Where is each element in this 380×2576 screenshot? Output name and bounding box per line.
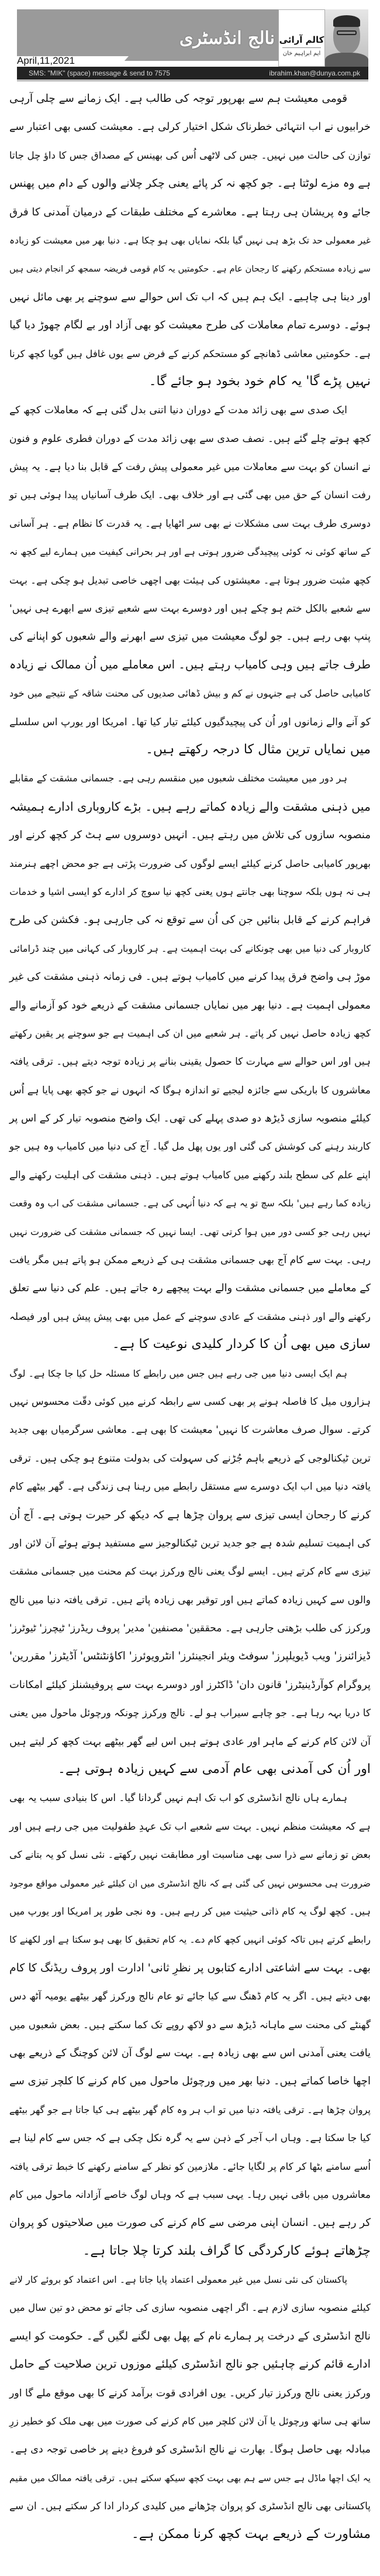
line-text: ضرورت ہی محسوس نہیں کی گئی ہے کہ نالج انڈسٹری میں ان کیلئے غیر معمولی مواقع موجود [9, 1878, 371, 1889]
line-text: بھی۔ بہت سے اشاعتی ادارے کتابوں پر نظرِ ثانی' ادارت اور پروف ریڈنگ کا کام [9, 1961, 371, 1974]
paragraph-line [9, 1189, 371, 1217]
paragraph-line [9, 736, 371, 764]
paragraph-line [9, 651, 371, 679]
line-text: جائے وہ پریشان ہی رہتا ہے۔ معاشرے کے مختلف طبقات کے درمیان آمدنی کا فرق [9, 205, 371, 218]
paragraph-line [9, 509, 371, 537]
line-text: ورکرز یعنی نالج ورکرز تیار کریں۔ یوں افرادی قوت برآمد کرنے کا بھی موقع ملے گا اور [9, 2387, 371, 2399]
paragraph-line [9, 2379, 371, 2407]
line-text: کامیابی حاصل کی ہے جنہوں نے کم و بیش ڈھائی صدیوں کی محنت شاقہ کے نتیجے میں خود [9, 688, 371, 699]
line-text: موڑ ہی واضح فرق پیدا کرنے میں کامیاب ہوتے ہیں۔ فی زمانہ ذہنی مشقت کی غیر [9, 971, 371, 983]
paragraph-line [9, 452, 371, 481]
line-text: نالج انڈسٹری کے درخت پر ہمارے نام کے پھل بھی لگنے لگیں گے۔ حکومت کو ایسے [9, 2330, 371, 2342]
line-text: کرنے کا رجحان ایسی تیزی سے پروان چڑھا ہے کہ دیکھ کر حیرت ہوتی ہے۔ آج اُن [9, 1508, 371, 1521]
line-text: ہم ایک ایسی دنیا میں جی رہے ہیں جس میں رابطے کا مسئلہ حل کیا جا چکا ہے۔ لوگ [9, 1367, 347, 1379]
paragraph-line [9, 2520, 371, 2548]
line-text: ساتھ ہی ساتھ ورچوئل یا آن لائن کلچر میں کام کرنے کی صورت میں بھی ملک کو خطیر زرِ [9, 2416, 371, 2427]
line-text: غیر معمولی حد تک بڑھ ہی نہیں گیا بلکہ نمایاں بھی ہو چکا ہے۔ دنیا بھر میں معیشت کو زیادہ [9, 235, 371, 246]
line-text: کیلئے منصوبہ سازی ڈیڑھ دو صدی پہلے کی تھی۔ ایک واضح منصوبہ تیار کر کے اس پر [9, 1113, 371, 1125]
line-text: زیادہ کما رہے ہیں' بلکہ سچ تو یہ ہے کہ دنیا اُنہی کی ہے۔ جسمانی مشقت کی اب وہ وقعت [9, 1198, 371, 1209]
paragraph-line [9, 311, 371, 339]
paragraph-line [9, 481, 371, 509]
divider [282, 47, 321, 48]
paragraph-line [9, 2464, 371, 2492]
paragraph-line [9, 1415, 371, 1443]
line-text: کے ساتھ کوئی نہ کوئی پیچیدگی ضرور ہوتی ہے اور ہر بحرانی کیفیت میں ہمارے لیے کچھ نہ [9, 546, 371, 558]
line-text: مبادلہ بھی حاصل ہوگا۔ بھارت نے نالج انڈسٹری کو فروغ دینے پر خاصی توجہ دی ہے۔ [9, 2444, 371, 2456]
paragraph-line [9, 1586, 371, 1614]
paragraph-line [9, 1217, 371, 1246]
line-text: پروگرام کوآرڈینیٹرز' قانون دان' ڈاکٹرز اور دوسرے بہت سے پروفیشنلز کیلئے امکانات [9, 1679, 371, 1691]
line-text: ہے وہ مزے لوٹتا ہے۔ جو کچھ نہ کر پائے یعنی چکر چلانے والوں کے دام میں پھنس [9, 177, 371, 190]
line-text: گھنٹے کی محنت سے ماہانہ ڈیڑھ سے دو لاکھ روپے تک کما سکتے ہیں۔ بعض شعبوں میں [9, 2019, 371, 2031]
paragraph-first-line [9, 764, 371, 792]
paragraph-line [9, 2067, 371, 2095]
line-text: پاکستانی بھی نالج انڈسٹری کو پروان چڑھانے میں کلیدی کردار ادا کر سکتے ہیں۔ ان سے [9, 2500, 371, 2512]
paragraph-line [9, 2293, 371, 2321]
line-text: ورکرز کی طلب بڑھتی جارہی ہے۔ محققین' مصنفین' مدیر' پروف ریڈرز' ٹیچرز' ٹیوٹرز' [9, 1623, 371, 1635]
line-text: قومی معیشت ہم سے بھرپور توجہ کی طالب ہے۔ ایک زمانے سے چلی آرہی [9, 92, 347, 105]
line-text: سازی میں بھی اُن کا کردار کلیدی نوعیت کا ہے۔ [112, 1337, 371, 1352]
paragraph-line [9, 424, 371, 452]
paragraph-line [9, 793, 371, 821]
paragraph-line [9, 1529, 371, 1557]
paragraph-line [9, 1161, 371, 1189]
paragraph-line [9, 226, 371, 254]
paragraph-line [9, 2322, 371, 2350]
paragraph-line [9, 1132, 371, 1160]
paragraph-line [9, 1897, 371, 1925]
line-text: ہے کہ معیشت منظم نہیں۔ بہت سے شعبے اب تک عہدِ طفولیت میں جی رہے ہیں اور [9, 1820, 371, 1833]
paragraph-line [9, 1642, 371, 1670]
paragraph-line [9, 1076, 371, 1104]
article-body [9, 84, 371, 2548]
line-text: نہیں رہی جو کسی دور میں ہوا کرتی تھی۔ ایسا نہیں کہ جسمانی مشقت کی ضرورت نہیں [9, 1226, 371, 1237]
line-text: طرف جاتے ہیں وہی کامیاب رہتے ہیں۔ اس معاملے میں اُن ممالک نے زیادہ [9, 657, 371, 671]
columnist-nameplate [278, 9, 325, 67]
line-text: میں ذہنی مشقت والے زیادہ کماتے رہے ہیں۔ بڑے کاروباری ادارے ہمیشہ [9, 799, 371, 814]
paragraph-line [9, 934, 371, 962]
line-text: اچھا خاصا کماتے ہیں۔ دنیا بھر میں ورچوئل ماحول میں کام کرنے کا کلچر تیزی سے [9, 2075, 371, 2088]
line-text: ایک صدی سے بھی زائد مدت کے دوران دنیا اتنی بدل گئی ہے کہ معاملات کچھ کے [9, 404, 347, 417]
line-text: کچھ زیادہ حاصل نہیں کر پاتے۔ ہر شعبے میں ان کی اہمیت ہے جو سوچنے پر یقین رکھتے [9, 1027, 371, 1039]
line-text: فراہم کرنے کے قابل بنائیں جن کی اُن سے توقع نہ کی جارہی ہو۔ فکشن کی طرح [9, 914, 371, 927]
shoulders-shape [325, 53, 368, 67]
line-text: مشاورت کے ذریعے بہت کچھ کرنا ممکن ہے۔ [131, 2526, 371, 2541]
paragraph-line [9, 849, 371, 877]
line-text: ہیں۔ کچھ لوگ یہ کام ذاتی حیثیت میں کر رہے ہیں۔ وہ نجی طور پر امریکا اور یورپ میں [9, 1906, 371, 1917]
author-email: ibrahim.khan@dunya.com.pk [269, 69, 360, 77]
paragraph-line [9, 1727, 371, 1755]
paragraph-line [9, 1246, 371, 1274]
line-text: پاکستان کی نئی نسل میں غیر معمولی اعتماد پایا جاتا ہے۔ اس اعتماد کو بروئے کار لانے [9, 2274, 347, 2286]
paragraph-line [9, 283, 371, 311]
line-text: ادارے قائم کرنے چاہئیں جو نالج انڈسٹری کیلئے موزوں ترین صلاحیت کے حامل [9, 2357, 371, 2371]
line-text: یافت یعنی آمدنی اس سے بھی زیادہ ہے۔ بہت سے لوگ آن لائن کوچنگ کے ذریعے بھی [9, 2047, 371, 2059]
paragraph-line [9, 198, 371, 226]
paragraph-first-line [9, 1783, 371, 1812]
paragraph-line [9, 2095, 371, 2124]
paragraph-line [9, 1047, 371, 1075]
line-text: بھی دیتے ہیں۔ اگر یہ کام ڈھنگ سے کیا جائے تو عام نالج ورکرز گھر بیٹھے یومیہ آٹھ دس [9, 1991, 371, 2003]
line-text: ہزاروں میل کا فاصلہ ہونے پر بھی کسی سے رابطہ کرنے میں کوئی دقّت محسوس نہیں [9, 1395, 371, 1407]
line-text: ہیں اور اس حوالے سے مہارت کا حصول یقینی بنانے پر زیادہ توجہ دیتے ہیں۔ ترقی یافتہ [9, 1056, 371, 1068]
line-text: معاشروں میں باقی نہیں رہا۔ یہی سبب ہے کہ وہاں لوگ خاصے آزادانہ ماحول میں کام [9, 2188, 371, 2200]
paragraph-line [9, 1812, 371, 1840]
paragraph-line [9, 2180, 371, 2208]
line-text: اپنے علم کی سطح بلند رکھنے میں کامیاب ہوتے ہیں۔ ذہنی مشقت کی اہلیت رکھنے والے [9, 1168, 371, 1181]
paragraph-line [9, 1444, 371, 1472]
paragraph-line [9, 2208, 371, 2237]
paragraph-line [9, 821, 371, 849]
paragraph-line [9, 1302, 371, 1330]
line-text: اور دینا ہی چاہیے۔ ایک ہم ہیں کہ اب تک اس حوالے سے سوچنے پر بھی مائل نہیں [9, 290, 371, 303]
line-text: پروان چڑھا ہے۔ ترقی یافتہ دنیا میں تو اب ہر وہ کام گھر بیٹھے ہی کیا جاتا ہے جو گھر بیٹھے [9, 2104, 371, 2115]
line-text: پنپ بھی رہے ہیں۔ جو لوگ معیشت میں تیزی سے ابھرنے والے شعبوں کو اپنانے کی [9, 630, 371, 643]
paragraph-line [9, 622, 371, 650]
paragraph-line [9, 1330, 371, 1359]
paragraph-line [9, 1104, 371, 1132]
paragraph-line [9, 2011, 371, 2039]
paragraph-line [9, 2492, 371, 2520]
paragraph-line [9, 1019, 371, 1047]
paragraph-line [9, 1755, 371, 1783]
line-text: یہ ایک اچھا ماڈل ہے جس سے ہم بھی بہت کچھ سیکھ سکتے ہیں۔ ترقی یافتہ ممالک میں مقیم [9, 2472, 371, 2484]
line-text: ترین ٹیکنالوجی کے ذریعے باہم جُڑنے کی سہولت کی بدولت متنوع ہو چکی ہیں۔ ترقی [9, 1452, 371, 1464]
author-name: ایم ابراہیم خان [282, 50, 321, 57]
paragraph-first-line [9, 396, 371, 424]
paragraph-line [9, 2039, 371, 2067]
paragraph-line [9, 112, 371, 140]
line-text: معمولی اہمیت ہے۔ دنیا بھر میں نمایاں جسمانی مشقت کے ذریعے خود کو آزمانے والے [9, 999, 371, 1011]
paragraph-first-line [9, 1359, 371, 1387]
paragraph-line [9, 537, 371, 565]
paragraph-first-line [9, 2265, 371, 2293]
line-text: کرتے۔ سوال صرف معاشرت کا نہیں' معیشت کا بھی ہے۔ معاشی سرگرمیاں بھی جدید [9, 1424, 371, 1436]
line-text: کا دریا بہہ رہا ہے۔ جو چاہے سیراب ہو لے۔ نالج ورکرز چونکہ ورچوئل ماحول میں یعنی [9, 1707, 371, 1719]
paragraph-line [9, 368, 371, 396]
line-text: تیزی سے کام کرتے ہیں۔ ایسے لوگ یعنی نالج ورکرز بہت کم محنت میں جسمانی مشقت [9, 1565, 371, 1577]
line-text: والوں سے کہیں زیادہ کماتے ہیں اور توقیر بھی زیادہ پاتے ہیں۔ ترقی یافتہ دنیا میں نالج [9, 1594, 371, 1606]
line-text: میں نمایاں ترین مثال کا درجہ رکھتے ہیں۔ [146, 742, 371, 757]
paragraph-line [9, 962, 371, 990]
paragraph-line [9, 254, 371, 282]
paragraph-line [9, 679, 371, 707]
glasses-shape [337, 30, 357, 35]
line-text: بھرپور کامیابی حاصل کرنے کیلئے ایسے لوگوں کی ضرورت پڑتی ہے جو محض اچھے ہنرمند [9, 857, 371, 869]
paragraph-line [9, 141, 371, 169]
paragraph-line [9, 2435, 371, 2463]
paragraph-line [9, 566, 371, 594]
line-text: کاربند رہنے کی کوشش کی گئی اور یوں پھل مل گیا۔ آج کی دنیا میں کامیاب وہ ہیں جو [9, 1140, 371, 1152]
line-text: کاروبار کی دنیا میں بھی چونکانے کی بہت اہمیت ہے۔ ہر کاروبار کی کہانی میں چند ڈرامائی [9, 942, 371, 954]
paragraph-line [9, 1614, 371, 1642]
paragraph-line [9, 2350, 371, 2378]
line-text: ہر دور میں معیشت مختلف شعبوں میں منقسم رہی ہے۔ جسمانی مشقت کے مقابلے [9, 773, 347, 784]
line-text: ہے۔ حکومتیں معاشی ڈھانچے کو مستحکم کرنے کے فرض سے یوں غافل ہیں گویا کچھ کرنا [9, 348, 371, 359]
column-title: نالج انڈسٹری [179, 28, 275, 49]
line-text: ڈیزائنرز' ویب ڈیویلپرز' سوفٹ ویئر انجینئرز' انٹرویوئرز' اکاؤنٹنٹس' آڈیٹرز' مقررین' [9, 1650, 371, 1663]
line-text: سے شعبے بالکل ختم ہو چکے ہیں اور دوسرے بہت سے شعبے تیزی سے ابھرے ہی نہیں' [9, 603, 371, 615]
line-text: منصوبہ سازوں کی تلاش میں رہتے ہیں۔ انہیں دوسروں سے ہٹ کر کچھ کرنے اور [9, 829, 371, 842]
paragraph-line [9, 991, 371, 1019]
paragraph-line [9, 905, 371, 934]
line-text: نے انسان کو بہت سے معاملات میں غیر معمولی پیش رفت کے قابل بنا دیا ہے۔ یہ پیش [9, 461, 371, 474]
paragraph-first-line [9, 84, 371, 112]
line-text: رابطے کرتے ہیں تاکہ کوئی انہیں کچھ کام دے۔ یہ کام تحقیق کا بھی ہو سکتا ہے اور لکھنے کا [9, 1934, 371, 1946]
paragraph-line [9, 1472, 371, 1500]
line-text: رکھنے والے اور ذہنی مشقت کے عادی سوچنے کے عمل میں بھی پیش پیش ہیں اور فیصلہ [9, 1310, 371, 1322]
line-text: سے زیادہ مستحکم رکھنے کا رجحان عام ہے۔ حکومتیں یہ کام قومی فریضہ سمجھ کر انجام دیتی ہیں [9, 264, 371, 275]
line-text: خرابیوں نے اب انتہائی خطرناک شکل اختیار کرلی ہے۔ معیشت کسی بھی اعتبار سے [9, 121, 371, 133]
paragraph-line [9, 877, 371, 905]
line-text: ہوئے۔ دوسرے تمام معاملات کی طرح معیشت کو بھی آزاد اور بے لگام چھوڑ دیا گیا [9, 319, 371, 332]
paragraph-line [9, 1869, 371, 1897]
paragraph-line [9, 2152, 371, 2180]
paragraph-line [9, 1840, 371, 1868]
line-text: کر رہے ہیں۔ انسان اپنی مرضی سے کام کرنے کی صورت میں صلاحیتوں کو پروان [9, 2217, 371, 2229]
line-text: کی اہمیت تسلیم شدہ ہے جو جدید ترین ٹیکنالوجیز سے مستفید ہوتے ہوئے آن لائن اور [9, 1537, 371, 1549]
line-text: کیا جا سکتا ہے۔ وہاں اب آجر کے ذہن سے یہ گرہ نکل چکی ہے کہ جس سے کام لینا ہے [9, 2132, 371, 2144]
paragraph-line [9, 2124, 371, 2152]
paragraph-line [9, 1274, 371, 1302]
paragraph-line [9, 2237, 371, 2265]
paragraph-line [9, 1671, 371, 1699]
paragraph-line [9, 1387, 371, 1415]
paragraph-line [9, 169, 371, 197]
contact-bar [17, 67, 368, 80]
line-text: کو آنے والے زمانوں اور اُن کی پیچیدگیوں کیلئے تیار کیا تھا۔ امریکا اور یورپ اس سلسلے [9, 716, 371, 728]
header-divider [17, 80, 368, 81]
paragraph-line [9, 594, 371, 622]
line-text: بعض تو زمانے سے ذرا سی بھی مناسبت اور مطابقت نہیں رکھتے۔ نئی نسل کو یہ بتانے کی [9, 1849, 371, 1861]
paragraph-line [9, 1925, 371, 1953]
line-text: توازن کی حالت میں نہیں۔ جس کی لاٹھی اُس کی بھینس کے مصداق جس کا داؤ چل جاتا [9, 149, 371, 161]
line-text: کے معاملے میں جسمانی مشقت والے بہت پیچھے رہ جاتے ہیں۔ علم کی دنیا سے تعلق [9, 1282, 371, 1295]
paragraph-line [9, 1982, 371, 2010]
paragraph-line [9, 2407, 371, 2435]
line-text: یافتہ دنیا میں اب ایک دوسرے سے مستقل رابطے میں رہنا ہی زندگی ہے۔ گھر بیٹھے کام [9, 1481, 371, 1493]
line-text: چڑھاتے ہوئے کارکردگی کا گراف بلند کرتا چلا جاتا ہے۔ [82, 2243, 371, 2258]
line-text: کچھ ہوتے چلے گئے ہیں۔ نصف صدی سے بھی زائد مدت کے دوران فطری علوم و فنون [9, 433, 371, 445]
line-text: اور اُن کی آمدنی بھی عام آدمی سے کہیں زیادہ ہوتی ہے۔ [58, 1762, 371, 1777]
line-text: دوسری طرف بہت سی مشکلات نے بھی سر اٹھایا ہے۔ یہ قدرت کا نظام ہے۔ ہر آسانی [9, 517, 371, 529]
paragraph-line [9, 1954, 371, 1982]
line-text: کچھ مثبت ضرور ہوتا ہے۔ معیشتوں کی ہیئت بھی اچھی خاصی تبدیل ہو چکی ہے۔ بہت [9, 574, 371, 586]
sms-instructions: SMS: "MIK" (space) message & send to 7575 [29, 69, 170, 77]
paragraph-line [9, 1501, 371, 1529]
paragraph-line [9, 708, 371, 736]
line-text: معاشروں کا باریکی سے جائزہ لیجیے تو اندازہ ہوگا کہ انہوں نے جو کچھ بھی پایا ہے اُس [9, 1083, 371, 1096]
paragraph-line [9, 1557, 371, 1585]
publish-date: April,11,2021 [17, 55, 75, 66]
paragraph-line [9, 339, 371, 368]
paragraph-line [9, 1699, 371, 1727]
column-brand: کالم آرائی [279, 35, 324, 45]
column-header [0, 0, 380, 82]
author-photo [325, 9, 368, 67]
line-text: نہیں پڑے گا' یہ کام خود بخود ہو جائے گا۔ [148, 373, 371, 389]
line-text: اُسے سامنے بٹھا کر کام پر لگایا جائے۔ ملازمین کو نظر کے سامنے رکھنے کا خبط ترقی یافتہ [9, 2160, 371, 2172]
line-text: کیلئے منصوبہ سازی لازم ہے۔ اگر اچھی منصوبہ سازی کی جائے تو محض دو تین سال میں [9, 2302, 371, 2314]
hair-shape [333, 15, 360, 27]
line-text: رہی۔ بہت سے کام آج بھی جسمانی مشقت ہی کے ذریعے ممکن ہو پاتے ہیں مگر یافت [9, 1254, 371, 1267]
line-text: ہمارے ہاں نالج انڈسٹری کو اب تک اہم نہیں گردانا گیا۔ اس کا بنیادی سبب یہ بھی [9, 1792, 347, 1804]
line-text: رفت انسان کے حق میں بھی گئی ہے اور خلاف بھی۔ ایک طرف آسانیاں پیدا ہوئی ہیں تو [9, 489, 371, 501]
line-text: ہی نہ ہوں بلکہ سوچنا بھی جانتے ہوں یعنی کچھ نیا سوچ کر ادارے کو ایسی اشیا و خدمات [9, 886, 371, 897]
line-text: آن لائن کام کرنے کے ماہر اور عادی ہوتے ہیں اس لیے گھر بیٹھے بہت کچھ کر لیتے ہیں [9, 1735, 371, 1748]
